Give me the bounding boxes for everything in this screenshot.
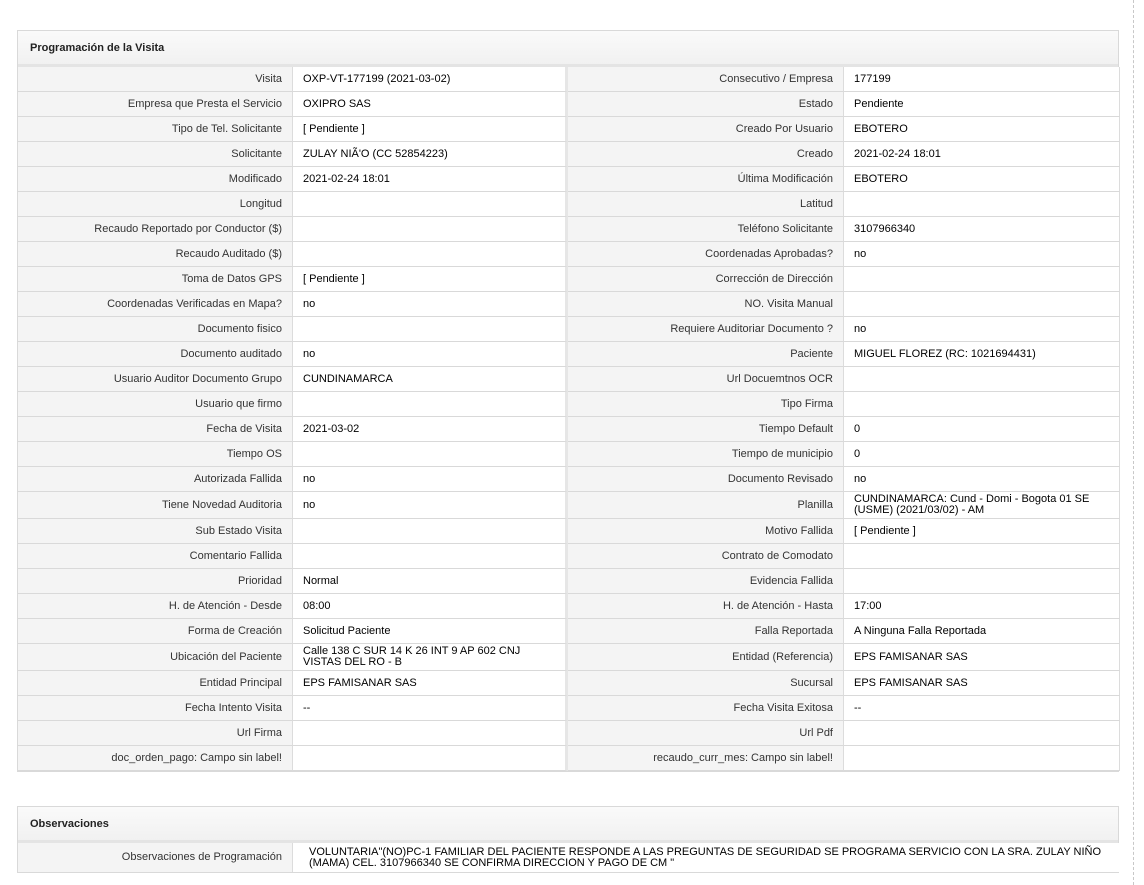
field-value: 0 bbox=[844, 442, 1120, 467]
field-label: Falla Reportada bbox=[568, 619, 844, 644]
field-label: Recaudo Auditado ($) bbox=[18, 242, 293, 267]
field-value: 3107966340 bbox=[844, 217, 1120, 242]
field-label: Url Docuemtnos OCR bbox=[568, 367, 844, 392]
field-value bbox=[844, 569, 1120, 594]
field-label: recaudo_curr_mes: Campo sin label! bbox=[568, 746, 844, 771]
observaciones-title: Observaciones bbox=[18, 807, 1118, 843]
field-label: Longitud bbox=[18, 192, 293, 217]
field-value: CUNDINAMARCA bbox=[293, 367, 568, 392]
field-value: 0 bbox=[844, 417, 1120, 442]
field-label: Visita bbox=[18, 67, 293, 92]
field-label: Coordenadas Aprobadas? bbox=[568, 242, 844, 267]
field-value bbox=[844, 392, 1120, 417]
field-label: Evidencia Fallida bbox=[568, 569, 844, 594]
field-value: EBOTERO bbox=[844, 167, 1120, 192]
field-value bbox=[293, 721, 568, 746]
field-label: Usuario Auditor Documento Grupo bbox=[18, 367, 293, 392]
field-value: no bbox=[844, 467, 1120, 492]
field-value bbox=[844, 544, 1120, 569]
field-value: EPS FAMISANAR SAS bbox=[844, 671, 1120, 696]
field-value: CUNDINAMARCA: Cund - Domi - Bogota 01 SE (USME) (2021/03/02) - AM bbox=[844, 492, 1120, 519]
field-label: Empresa que Presta el Servicio bbox=[18, 92, 293, 117]
field-label: Entidad (Referencia) bbox=[568, 644, 844, 671]
field-value: no bbox=[844, 242, 1120, 267]
field-label: Documento auditado bbox=[18, 342, 293, 367]
field-label: Consecutivo / Empresa bbox=[568, 67, 844, 92]
field-value: Normal bbox=[293, 569, 568, 594]
field-value bbox=[844, 746, 1120, 771]
field-value: EPS FAMISANAR SAS bbox=[844, 644, 1120, 671]
field-label: Toma de Datos GPS bbox=[18, 267, 293, 292]
field-label: Contrato de Comodato bbox=[568, 544, 844, 569]
field-label: Modificado bbox=[18, 167, 293, 192]
field-value: Solicitud Paciente bbox=[293, 619, 568, 644]
field-value: OXP-VT-177199 (2021-03-02) bbox=[293, 67, 568, 92]
field-label: Documento Revisado bbox=[568, 467, 844, 492]
field-label: H. de Atención - Hasta bbox=[568, 594, 844, 619]
field-value bbox=[293, 544, 568, 569]
field-value: A Ninguna Falla Reportada bbox=[844, 619, 1120, 644]
programacion-title: Programación de la Visita bbox=[18, 31, 1118, 67]
field-label: Latitud bbox=[568, 192, 844, 217]
field-value: ZULAY NIÃ'O (CC 52854223) bbox=[293, 142, 568, 167]
field-value: 2021-02-24 18:01 bbox=[293, 167, 568, 192]
field-value: OXIPRO SAS bbox=[293, 92, 568, 117]
field-value: -- bbox=[844, 696, 1120, 721]
field-value: no bbox=[293, 467, 568, 492]
field-label: Documento fisico bbox=[18, 317, 293, 342]
field-label: H. de Atención - Desde bbox=[18, 594, 293, 619]
field-label: Url Firma bbox=[18, 721, 293, 746]
field-label: Tiene Novedad Auditoria bbox=[18, 492, 293, 519]
dashed-page-edge bbox=[1133, 0, 1134, 885]
field-value: [ Pendiente ] bbox=[293, 117, 568, 142]
programacion-panel bbox=[17, 30, 1119, 772]
field-label: Teléfono Solicitante bbox=[568, 217, 844, 242]
field-label: Corrección de Dirección bbox=[568, 267, 844, 292]
programacion-table bbox=[18, 67, 1118, 771]
field-label: Motivo Fallida bbox=[568, 519, 844, 544]
field-label: Usuario que firmo bbox=[18, 392, 293, 417]
field-value bbox=[293, 392, 568, 417]
field-label: Entidad Principal bbox=[18, 671, 293, 696]
observaciones-table bbox=[18, 843, 1118, 872]
field-value: 08:00 bbox=[293, 594, 568, 619]
field-value bbox=[844, 292, 1120, 317]
field-label: Recaudo Reportado por Conductor ($) bbox=[18, 217, 293, 242]
field-value: VOLUNTARIA"(NO)PC-1 FAMILIAR DEL PACIENTE RESPONDE A LAS PREGUNTAS DE SEGURIDAD SE PROGRAMA SERVICIO CON LA SRA. ZULAY NIÑO (MAMA) CEL. 3107966340 SE CONFIRMA DIRECCION Y PAGO DE CM " bbox=[293, 843, 1120, 872]
field-label: Planilla bbox=[568, 492, 844, 519]
field-label: Paciente bbox=[568, 342, 844, 367]
field-value bbox=[844, 721, 1120, 746]
field-label: Última Modificación bbox=[568, 167, 844, 192]
field-value bbox=[293, 217, 568, 242]
field-label: Fecha Visita Exitosa bbox=[568, 696, 844, 721]
field-label: Creado Por Usuario bbox=[568, 117, 844, 142]
field-value bbox=[293, 442, 568, 467]
field-label: Forma de Creación bbox=[18, 619, 293, 644]
field-label: Tiempo OS bbox=[18, 442, 293, 467]
field-value: 2021-02-24 18:01 bbox=[844, 142, 1120, 167]
field-value: -- bbox=[293, 696, 568, 721]
field-value bbox=[293, 317, 568, 342]
field-value: [ Pendiente ] bbox=[844, 519, 1120, 544]
field-value bbox=[293, 746, 568, 771]
field-value: Calle 138 C SUR 14 K 26 INT 9 AP 602 CNJ VISTAS DEL RO - B bbox=[293, 644, 568, 671]
field-value: 177199 bbox=[844, 67, 1120, 92]
field-value: no bbox=[293, 292, 568, 317]
field-value: EBOTERO bbox=[844, 117, 1120, 142]
field-label: Creado bbox=[568, 142, 844, 167]
field-value: EPS FAMISANAR SAS bbox=[293, 671, 568, 696]
field-label: Autorizada Fallida bbox=[18, 467, 293, 492]
field-label: Tiempo Default bbox=[568, 417, 844, 442]
field-label: Tiempo de municipio bbox=[568, 442, 844, 467]
field-label: Tipo de Tel. Solicitante bbox=[18, 117, 293, 142]
observaciones-panel bbox=[17, 806, 1119, 873]
field-value: [ Pendiente ] bbox=[293, 267, 568, 292]
field-value bbox=[293, 519, 568, 544]
field-label: Comentario Fallida bbox=[18, 544, 293, 569]
field-label: Coordenadas Verificadas en Mapa? bbox=[18, 292, 293, 317]
field-label: Requiere Auditoriar Documento ? bbox=[568, 317, 844, 342]
field-value bbox=[844, 192, 1120, 217]
field-value: MIGUEL FLOREZ (RC: 1021694431) bbox=[844, 342, 1120, 367]
field-value: 2021-03-02 bbox=[293, 417, 568, 442]
field-label: Estado bbox=[568, 92, 844, 117]
field-label: Observaciones de Programación bbox=[18, 843, 293, 872]
field-label: Sucursal bbox=[568, 671, 844, 696]
field-value bbox=[293, 192, 568, 217]
field-label: Fecha Intento Visita bbox=[18, 696, 293, 721]
field-label: Solicitante bbox=[18, 142, 293, 167]
field-label: doc_orden_pago: Campo sin label! bbox=[18, 746, 293, 771]
field-value: no bbox=[293, 342, 568, 367]
field-label: NO. Visita Manual bbox=[568, 292, 844, 317]
field-label: Ubicación del Paciente bbox=[18, 644, 293, 671]
field-label: Prioridad bbox=[18, 569, 293, 594]
field-value bbox=[844, 267, 1120, 292]
field-value: no bbox=[844, 317, 1120, 342]
field-label: Fecha de Visita bbox=[18, 417, 293, 442]
field-value: Pendiente bbox=[844, 92, 1120, 117]
field-value bbox=[844, 367, 1120, 392]
field-value: 17:00 bbox=[844, 594, 1120, 619]
field-value: no bbox=[293, 492, 568, 519]
field-label: Tipo Firma bbox=[568, 392, 844, 417]
field-label: Sub Estado Visita bbox=[18, 519, 293, 544]
field-label: Url Pdf bbox=[568, 721, 844, 746]
field-value bbox=[293, 242, 568, 267]
